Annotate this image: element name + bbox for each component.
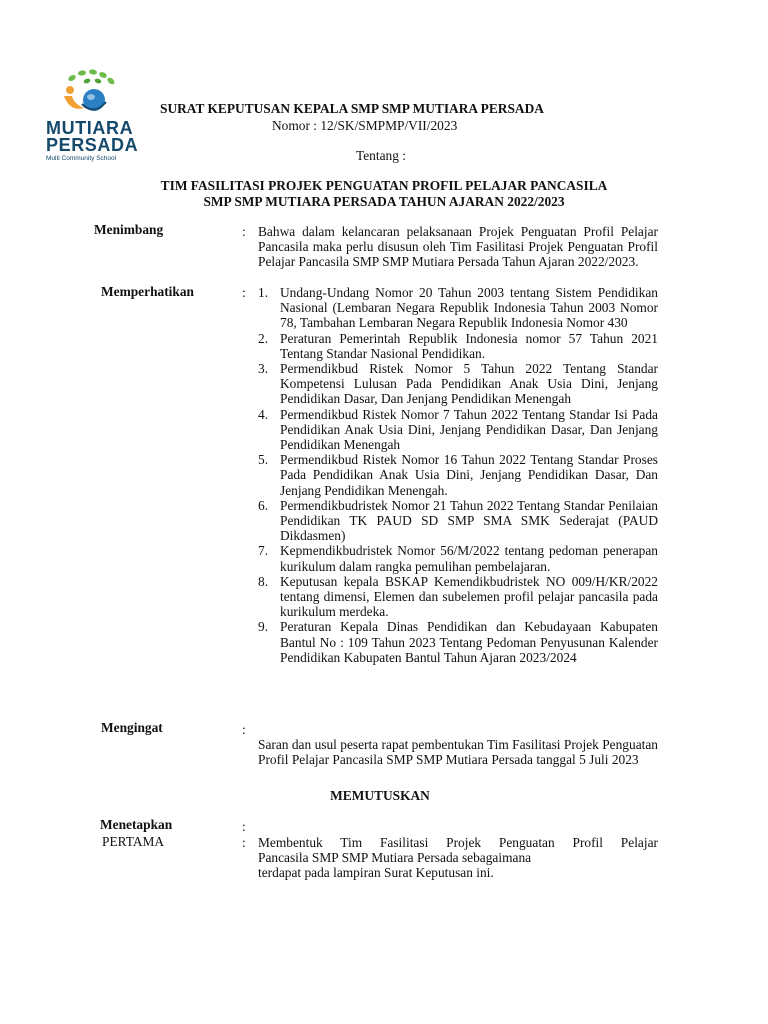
document-title: SURAT KEPUTUSAN KEPALA SMP SMP MUTIARA PERSADA (160, 101, 544, 116)
memutuskan-heading: MEMUTUSKAN (330, 788, 430, 803)
list-item: 4. Permendikbud Ristek Nomor 7 Tahun 2022 Tentang Standar Isi Pada Pendidikan Anak Usia Dini, Jenjang Pendidikan Dasar, Dan Jenjang Pendidikan Menengah (258, 406, 658, 453)
logo-name-line1: MUTIARA (46, 118, 134, 138)
list-item: 9. Peraturan Kepala Dinas Pendidikan dan Kebudayaan Kabupaten Bantul No : 109 Tahun 2023 Tentang Pedoman Penyusunan Kalender Pendidikan Kabupaten Bantul Tahun Ajaran 2023/2024 (258, 619, 658, 665)
mengingat-label: Mengingat (101, 720, 163, 735)
menetapkan-colon: : (242, 819, 246, 834)
school-logo (46, 68, 146, 162)
menimbang-text: Bahwa dalam kelancaran pelaksanaan Projek Penguatan Profil Pelajar Pancasila maka perlu disusun oleh Tim Fasilitasi Projek Penguatan Profil Pelajar Pancasila SMP SMP Mutiara Persada Tahun Ajaran 2022/2023. (258, 224, 658, 270)
list-item: 1. Undang-Undang Nomor 20 Tahun 2003 tentang Sistem Pendidikan Nasional (Lembaran Negara Republik Indonesia Tahun 2003 Nomor 78, Tambahan Lembaran Negara Republik Indonesia Nomor 430 (258, 285, 658, 331)
pertama-line-1: Membentuk Tim Fasilitasi Projek Penguatan Profil Pelajar (258, 835, 658, 850)
logo-name-line2: PERSADA (46, 135, 139, 155)
menimbang-colon: : (242, 224, 246, 239)
tentang-label: Tentang : (356, 148, 407, 163)
pertama-line-2: Pancasila SMP SMP Mutiara Persada sebagaimana (258, 850, 532, 866)
memperhatikan-label: Memperhatikan (101, 284, 194, 299)
pertama-line-3: terdapat pada lampiran Surat Keputusan ini. (258, 865, 494, 881)
memperhatikan-colon: : (242, 285, 246, 300)
pertama-text (258, 835, 658, 881)
memperhatikan-list (258, 285, 658, 665)
list-item: 7. Kepmendikbudristek Nomor 56/M/2022 tentang pedoman penerapan kurikulum dalam rangka pemulihan pembelajaran. (258, 543, 658, 574)
subject-line-2: SMP SMP MUTIARA PERSADA TAHUN AJARAN 2022/2023 (203, 194, 565, 209)
pertama-colon: : (242, 835, 246, 850)
subject-line-1: TIM FASILITASI PROJEK PENGUATAN PROFIL PELAJAR PANCASILA (160, 178, 608, 193)
list-item: 2. Peraturan Pemerintah Republik Indonesia nomor 57 Tahun 2021 Tentang Standar Nasional Pendidikan. (258, 330, 658, 361)
list-item: 3. Permendikbud Ristek Nomor 5 Tahun 2022 Tentang Standar Kompetensi Lulusan Pada Pendidikan Anak Usia Dini, Jenjang Pendidikan Dasar, Dan Jenjang Pendidikan Menengah (258, 361, 658, 407)
logo-tagline: Multi Community School (46, 155, 117, 162)
list-item: 6. Permendikbudristek Nomor 21 Tahun 2022 Tentang Standar Penilaian Pendidikan TK PAUD SD SMP SMA SMK Sederajat (PAUD Dikdasmen) (258, 497, 658, 544)
document-number: Nomor : 12/SK/SMPMP/VII/2023 (272, 118, 458, 133)
list-item: 5. Permendikbud Ristek Nomor 16 Tahun 2022 Tentang Standar Proses Pada Pendidikan Anak Usia Dini, Jenjang Pendidikan Dasar, Dan Jenjang Pendidikan Menengah. (258, 452, 658, 498)
pertama-label: PERTAMA (102, 834, 165, 849)
menimbang-label: Menimbang (94, 222, 164, 237)
mengingat-colon: : (242, 722, 246, 737)
mengingat-text: Saran dan usul peserta rapat pembentukan Tim Fasilitasi Projek Penguatan Profil Pelajar Pancasila SMP SMP Mutiara Persada tanggal 5 Juli 2023 (258, 737, 658, 768)
list-item: 8. Keputusan kepala BSKAP Kemendikbudristek NO 009/H/KR/2022 tentang dimensi, Elemen dan subelemen profil pelajar pancasila pada kurikulum merdeka. (258, 573, 658, 620)
menetapkan-label: Menetapkan (100, 817, 173, 832)
logo-emblem-icon (60, 68, 130, 114)
